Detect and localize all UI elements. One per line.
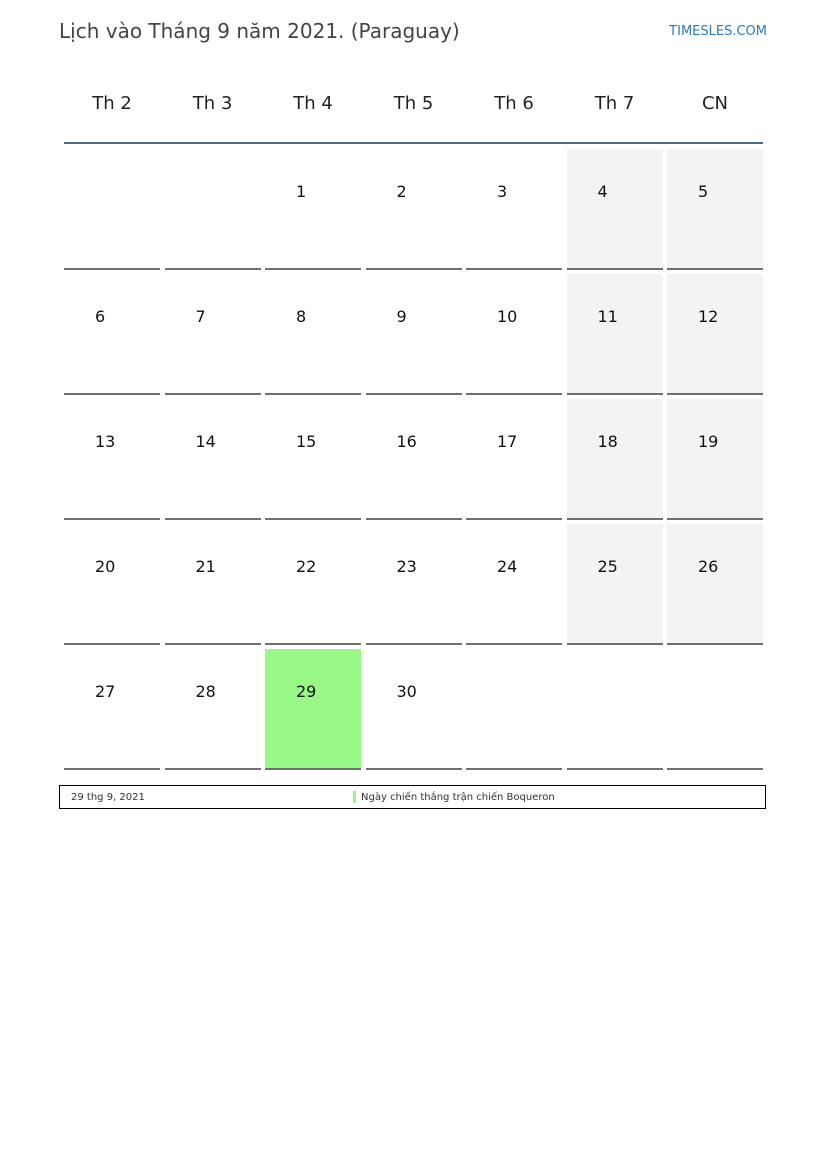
- header-divider: [64, 142, 763, 144]
- holiday-legend: [59, 785, 766, 809]
- day-number: 22: [296, 557, 317, 576]
- day-cell-weekend: [667, 399, 763, 520]
- brand-link[interactable]: TIMESLES.COM: [669, 24, 767, 39]
- day-cell-weekend: [567, 524, 663, 645]
- weekday-wed: Th 4: [293, 93, 333, 114]
- page-title: Lịch vào Tháng 9 năm 2021. (Paraguay): [59, 19, 460, 43]
- day-number: 12: [698, 307, 719, 326]
- day-cell: [64, 524, 160, 645]
- day-cell: [265, 149, 361, 270]
- day-cell: [64, 149, 160, 270]
- day-number: 28: [195, 682, 216, 701]
- day-cell: [165, 274, 261, 395]
- day-cell-weekend: [667, 149, 763, 270]
- holiday-color-marker: [353, 791, 356, 803]
- day-number: 6: [95, 307, 106, 326]
- day-number: 29: [296, 682, 317, 701]
- day-number: 2: [396, 182, 407, 201]
- day-cell: [64, 399, 160, 520]
- day-number: 23: [396, 557, 417, 576]
- day-number: 15: [296, 432, 317, 451]
- day-number: 5: [698, 182, 709, 201]
- day-number: 7: [195, 307, 206, 326]
- day-cell-weekend: [567, 274, 663, 395]
- day-cell-empty: [567, 649, 663, 770]
- day-cell: [466, 524, 562, 645]
- day-cell-weekend: [567, 399, 663, 520]
- day-cell: [466, 399, 562, 520]
- day-number: 17: [497, 432, 518, 451]
- day-number: 27: [95, 682, 116, 701]
- day-number: 16: [396, 432, 417, 451]
- day-cell: [466, 149, 562, 270]
- day-number: 21: [195, 557, 216, 576]
- weekday-sat: Th 7: [594, 93, 635, 114]
- day-cell: [165, 649, 261, 770]
- weekday-header: [64, 80, 763, 128]
- weekday-tue: Th 3: [192, 93, 233, 114]
- day-number: 20: [95, 557, 116, 576]
- day-number: 3: [497, 182, 508, 201]
- day-number: 30: [396, 682, 417, 701]
- day-number: 24: [497, 557, 518, 576]
- day-number: 8: [296, 307, 307, 326]
- day-number: 1: [296, 182, 307, 201]
- day-number: 18: [597, 432, 618, 451]
- day-cell-weekend: [667, 524, 763, 645]
- holiday-name: Ngày chiến thắng trận chiến Boqueron: [361, 792, 555, 803]
- weekday-thu: Th 5: [393, 93, 434, 114]
- day-cell: [165, 399, 261, 520]
- day-cell-weekend: [667, 274, 763, 395]
- holiday-date: 29 thg 9, 2021: [71, 792, 145, 803]
- day-cell-empty: [667, 649, 763, 770]
- day-cell: [366, 524, 462, 645]
- day-cell: [366, 149, 462, 270]
- day-cell-holiday: [265, 649, 361, 770]
- day-cell: [265, 524, 361, 645]
- day-cell: [165, 524, 261, 645]
- day-cell: [165, 149, 261, 270]
- day-cell: [265, 399, 361, 520]
- day-number: 25: [597, 557, 618, 576]
- day-number: 14: [195, 432, 216, 451]
- weekday-sun: CN: [701, 93, 729, 114]
- day-number: 26: [698, 557, 719, 576]
- day-cell: [466, 274, 562, 395]
- day-cell-weekend: [567, 149, 663, 270]
- day-cell: [64, 274, 160, 395]
- day-number: 11: [597, 307, 618, 326]
- day-number: 19: [698, 432, 719, 451]
- day-cell: [64, 649, 160, 770]
- weekday-mon: Th 2: [92, 93, 132, 114]
- weekday-fri: Th 6: [494, 93, 534, 114]
- day-number: 9: [396, 307, 407, 326]
- calendar-grid: [64, 149, 763, 770]
- day-cell: [366, 649, 462, 770]
- day-number: 4: [597, 182, 608, 201]
- day-cell-empty: [466, 649, 562, 770]
- day-cell: [366, 274, 462, 395]
- day-cell: [366, 399, 462, 520]
- day-number: 10: [497, 307, 518, 326]
- day-cell: [265, 274, 361, 395]
- day-number: 13: [95, 432, 116, 451]
